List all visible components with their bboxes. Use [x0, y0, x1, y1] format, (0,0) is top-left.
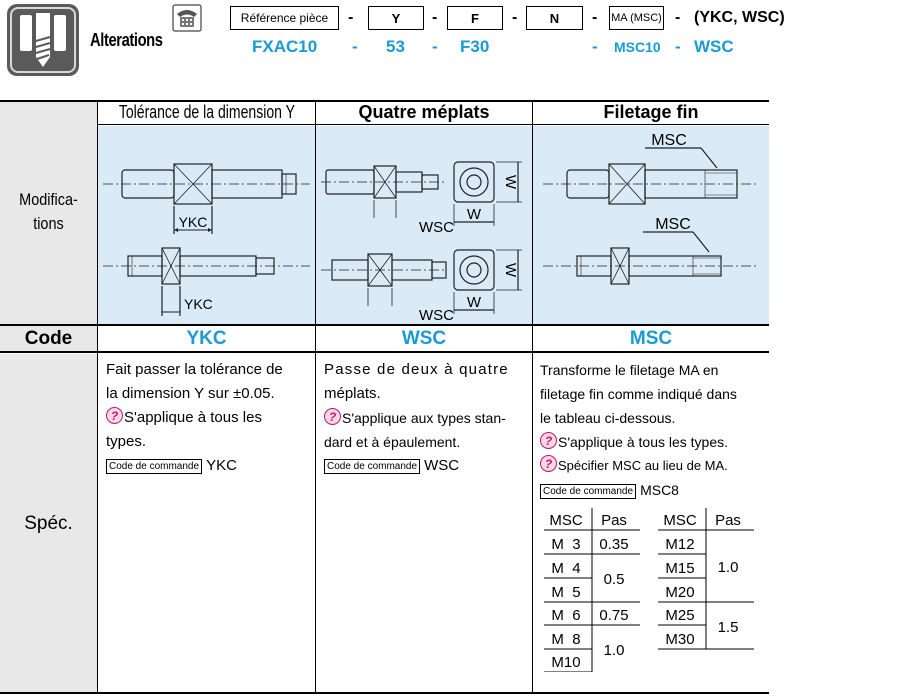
- example-separator: -: [432, 37, 438, 56]
- alteration-codes: (YKC, WSC): [694, 9, 785, 26]
- separator: -: [432, 9, 438, 26]
- example-f: F30: [460, 37, 490, 56]
- column-title-ykc: Tolérance de la dimension Y: [118, 101, 295, 122]
- part-number-box: Référence pièce: [230, 6, 339, 30]
- pitch-header: Pas: [715, 512, 741, 529]
- pitch-value: 1.0: [717, 559, 739, 576]
- ykc-dim-label: YKC: [178, 214, 208, 230]
- pitch-size: M10: [551, 654, 581, 671]
- w-dim-label: W: [466, 294, 482, 311]
- msc-figure: [533, 126, 769, 324]
- spec-msc: [540, 358, 766, 502]
- pitch-value: 1.0: [603, 642, 625, 659]
- spec-note: ?S'applique à tous les types.: [540, 430, 766, 454]
- ykc-figure: [98, 126, 315, 324]
- pitch-size: M 4: [551, 560, 581, 577]
- pitch-size: M 3: [551, 536, 581, 553]
- pitch-size: M25: [665, 607, 695, 624]
- pitch-size: M 8: [551, 631, 581, 648]
- msc-label: MSC: [655, 216, 691, 233]
- order-code-tag: Code de commande: [540, 484, 636, 499]
- separator: -: [348, 9, 354, 26]
- example-separator: -: [675, 37, 681, 56]
- spec-ykc: [106, 358, 312, 478]
- separator: -: [512, 9, 518, 26]
- spec-line: méplats.: [324, 385, 381, 402]
- msc-label: MSC: [651, 132, 687, 149]
- separator: -: [675, 9, 681, 26]
- w-dim-label: W: [466, 206, 482, 223]
- spec-note: dard et à épaulement.: [324, 434, 461, 450]
- spec-note: ?S'applique à tous les: [106, 406, 312, 430]
- order-code-tag: Code de commande: [106, 459, 202, 474]
- rule: [0, 324, 769, 326]
- note-icon: [324, 408, 341, 425]
- order-code: Code de commande YKC: [106, 454, 312, 478]
- wsc-figure: [316, 126, 532, 324]
- example-part: FXAC10: [252, 37, 318, 56]
- spec-note: ?S'applique aux types stan-: [324, 406, 528, 430]
- spec-line: Fait passer la tolérance de: [106, 361, 283, 378]
- w-dim-label: W: [502, 262, 519, 278]
- column-title-wsc: Quatre méplats: [358, 101, 490, 122]
- wsc-dim-label: WSC: [419, 307, 454, 324]
- pitch-size: M30: [665, 631, 695, 648]
- pitch-header: MSC: [549, 512, 583, 529]
- note-icon: [106, 407, 123, 424]
- spec-note: types.: [106, 433, 147, 450]
- row-head-modifications: Modifica- tions: [0, 100, 97, 324]
- note-icon: [540, 432, 557, 449]
- separator: -: [592, 9, 598, 26]
- pitch-size: M 5: [551, 584, 581, 601]
- spec-line: filetage fin comme indiqué dans: [540, 386, 737, 402]
- code-msc: MSC: [629, 327, 673, 349]
- spec-line: Transforme le filetage MA en: [540, 362, 719, 378]
- pitch-size: M 6: [551, 607, 581, 624]
- pitch-value: 0.35: [599, 536, 629, 553]
- note-icon: [540, 455, 557, 472]
- drill-tool-icon: [6, 3, 80, 77]
- example-y: 53: [386, 37, 405, 56]
- code-wsc: WSC: [401, 327, 447, 349]
- order-code: Code de commande WSC: [324, 454, 528, 478]
- pitch-table-right: [658, 508, 754, 650]
- spec-line: la dimension Y sur ±0.05.: [106, 385, 275, 402]
- example-msc: MSC10: [614, 39, 661, 55]
- row-head-code: Code: [0, 326, 97, 352]
- pitch-value: 0.5: [603, 571, 625, 588]
- order-code: Code de commande MSC8: [540, 478, 766, 502]
- row-head-spec: Spéc.: [0, 354, 97, 694]
- pitch-value: 1.5: [717, 619, 739, 636]
- ykc-dim-label: YKC: [184, 296, 213, 312]
- rule: [0, 351, 769, 353]
- spec-line: Passe de deux à quatre: [324, 361, 509, 378]
- order-code-tag: Code de commande: [324, 459, 420, 474]
- alterations-title: Alterations: [90, 30, 163, 50]
- rule: [98, 124, 769, 125]
- example-wsc: WSC: [694, 37, 734, 56]
- wsc-dim-label: WSC: [419, 219, 454, 236]
- y-box: Y: [368, 6, 424, 30]
- pitch-size: M20: [665, 584, 695, 601]
- pitch-header: MSC: [663, 512, 697, 529]
- pitch-table-left: [544, 508, 640, 672]
- example-separator: -: [592, 37, 598, 56]
- n-box: N: [526, 6, 583, 30]
- pitch-size: M15: [665, 560, 695, 577]
- code-ykc: YKC: [186, 327, 227, 349]
- w-dim-label: W: [502, 174, 519, 190]
- alterations-table: [0, 100, 769, 694]
- spec-line: le tableau ci-dessous.: [540, 410, 676, 426]
- pitch-size: M12: [665, 536, 695, 553]
- f-box: F: [447, 6, 503, 30]
- phone-icon: [172, 4, 202, 32]
- pitch-header: Pas: [601, 512, 627, 529]
- spec-note: ?Spécifier MSC au lieu de MA.: [540, 454, 766, 478]
- ma-msc-box: MA (MSC): [609, 6, 664, 30]
- rule: [0, 692, 769, 694]
- column-title-msc: Filetage fin: [603, 101, 699, 122]
- example-separator: -: [352, 37, 358, 56]
- pitch-value: 0.75: [599, 607, 629, 624]
- spec-wsc: [324, 358, 528, 478]
